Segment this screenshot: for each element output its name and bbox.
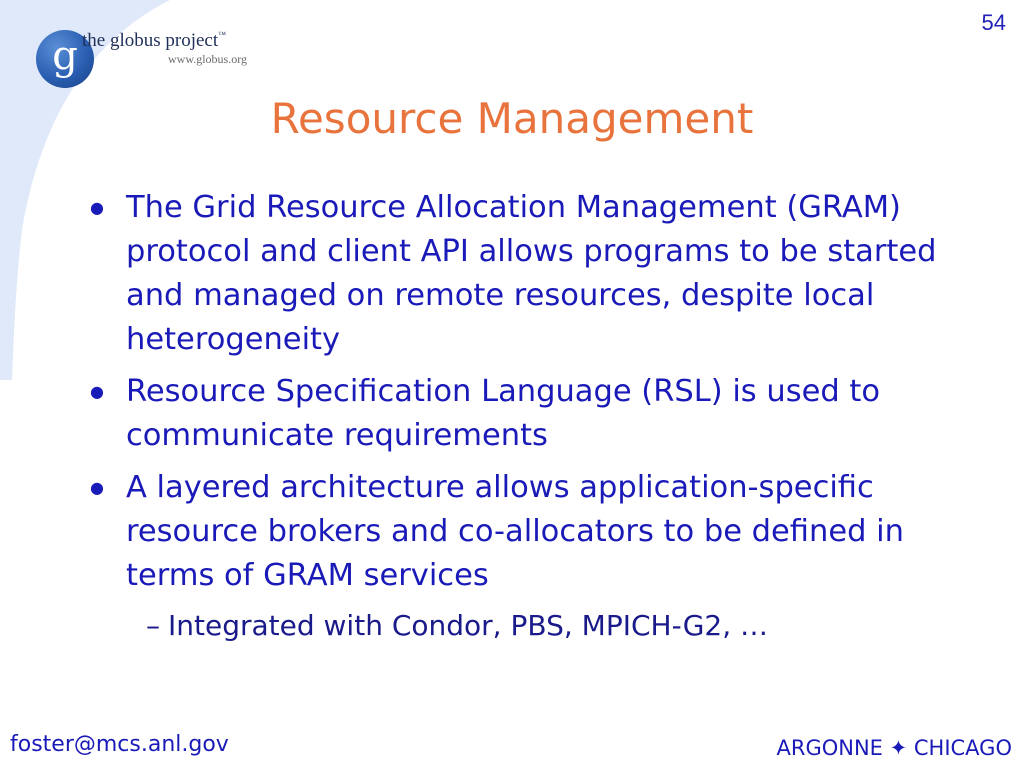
footer-affiliation: ARGONNE ✦ CHICAGO: [776, 736, 1012, 760]
logo-name-text: the globus project: [82, 30, 219, 51]
sub-bullet-text: Integrated with Condor, PBS, MPICH-G2, …: [168, 609, 769, 642]
footer-email: foster@mcs.anl.gov: [10, 732, 229, 757]
bullet-marker: ●: [90, 478, 104, 497]
logo-name: [82, 30, 226, 52]
bullet-marker: ●: [90, 382, 104, 401]
sub-bullet-marker: –: [146, 609, 160, 642]
globus-logo-letter: g: [52, 33, 78, 79]
bullet-item-rsl: [84, 370, 944, 458]
bullet-list: [84, 186, 944, 646]
logo-url: www.globus.org: [168, 52, 248, 66]
sub-bullet-item-integrations: [84, 606, 944, 646]
slide-title: Resource Management: [270, 94, 754, 143]
globus-logo: [30, 22, 270, 96]
slide-number: 54: [981, 10, 1006, 35]
logo-trademark: ™: [218, 30, 226, 39]
bullet-text: A layered architecture allows application-specific resource brokers and co-allocators to be defined in terms of GRAM services: [126, 470, 904, 593]
bullet-marker: ●: [90, 198, 104, 217]
bullet-item-gram: [84, 186, 944, 362]
bullet-text: Resource Specification Language (RSL) is used to communicate requirements: [126, 374, 881, 453]
bullet-item-layered-architecture: [84, 466, 944, 598]
bullet-text: The Grid Resource Allocation Management (GRAM) protocol and client API allows programs to be started and managed on remote resources, despite local heterogeneity: [126, 190, 937, 357]
